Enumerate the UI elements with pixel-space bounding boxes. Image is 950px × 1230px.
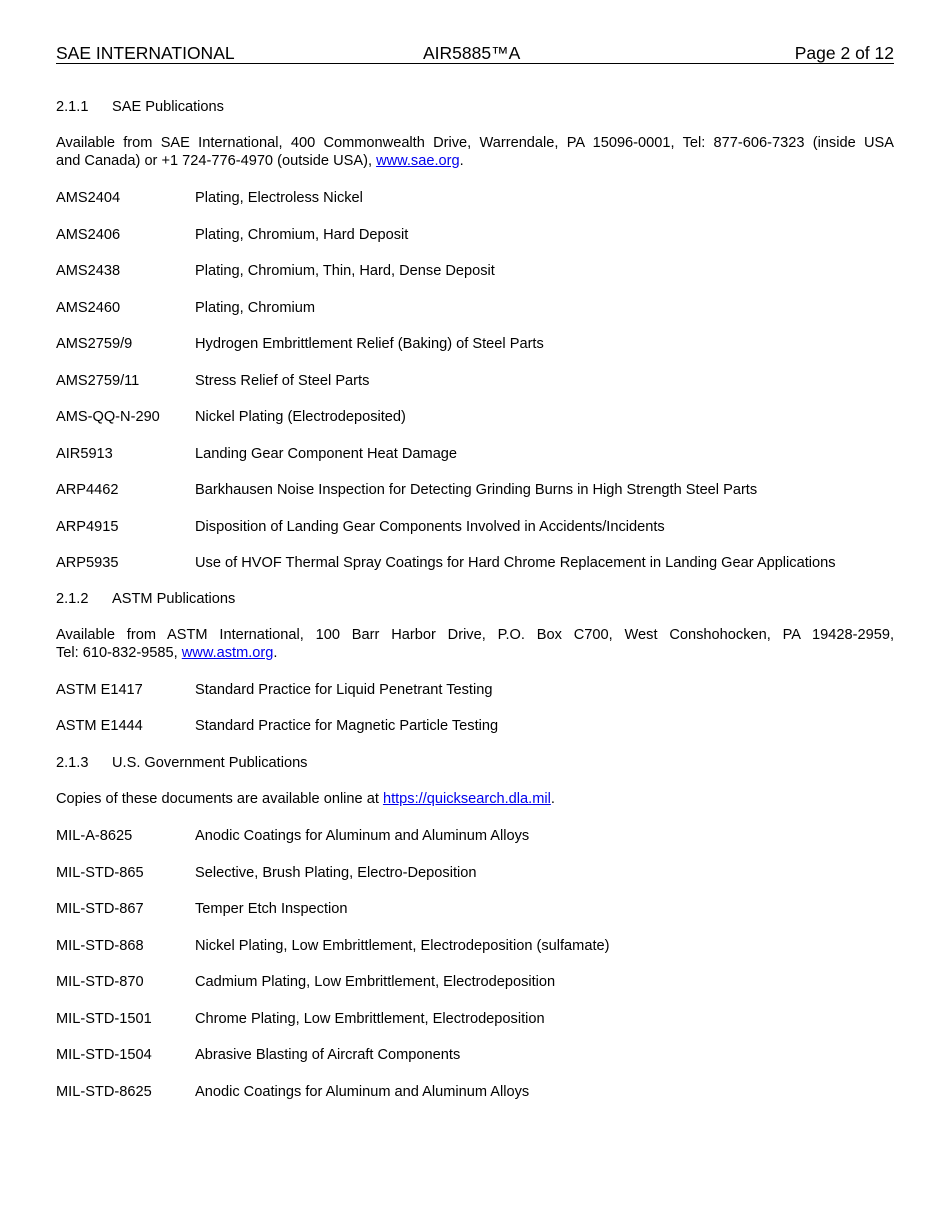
reference-code: AMS2406 xyxy=(56,226,121,243)
reference-code: AMS-QQ-N-290 xyxy=(56,409,160,425)
reference-title: Hydrogen Embrittlement Relief (Baking) of Steel Parts xyxy=(195,336,544,352)
reference-title: Standard Practice for Magnetic Particle Testing xyxy=(195,718,499,734)
astm-website-link[interactable]: www.astm.org xyxy=(181,645,274,661)
reference-code: AMS2759/9 xyxy=(56,336,133,352)
reference-code: MIL-STD-867 xyxy=(56,901,144,917)
reference-title: Cadmium Plating, Low Embrittlement, Electrodeposition xyxy=(195,974,556,990)
reference-code: ASTM E1417 xyxy=(56,682,143,698)
availability-line: Available from SAE International, 400 Commonwealth Drive, Warrendale, PA 15096-0001, Tel: 877-606-7323 (inside USA xyxy=(56,135,894,151)
reference-code: AMS2759/11 xyxy=(56,372,140,389)
availability-line: Tel: 610-832-9585, www.astm.org. xyxy=(56,645,278,661)
reference-title: Abrasive Blasting of Aircraft Components xyxy=(195,1047,461,1063)
reference-title: Plating, Electroless Nickel xyxy=(195,190,363,206)
reference-title: Chrome Plating, Low Embrittlement, Electrodeposition xyxy=(195,1010,545,1027)
reference-title: Plating, Chromium xyxy=(195,299,316,316)
reference-code: ARP4915 xyxy=(56,518,119,535)
sae-website-link[interactable]: www.sae.org xyxy=(376,153,460,169)
reference-title: Standard Practice for Liquid Penetrant Testing xyxy=(195,682,493,698)
section-number: 2.1.2 xyxy=(56,591,89,607)
reference-title: Disposition of Landing Gear Components Involved in Accidents/Incidents xyxy=(195,518,665,535)
reference-title: Anodic Coatings for Aluminum and Aluminum Alloys xyxy=(195,828,530,844)
reference-code: MIL-STD-870 xyxy=(56,974,144,990)
section-title: SAE Publications xyxy=(112,99,224,115)
availability-line: Available from ASTM International, 100 Barr Harbor Drive, P.O. Box C700, West Conshohocken, PA 19428-2959, xyxy=(56,627,894,643)
reference-code: AIR5913 xyxy=(56,445,113,462)
reference-title: Use of HVOF Thermal Spray Coatings for Hard Chrome Replacement in Landing Gear Applications xyxy=(195,555,836,571)
header-doc-number: AIR5885™A xyxy=(423,43,521,63)
section-heading-sae xyxy=(56,98,224,116)
section-number: 2.1.3 xyxy=(56,755,89,771)
reference-code: ARP5935 xyxy=(56,555,119,571)
quicksearch-link[interactable]: https://quicksearch.dla.mil xyxy=(382,791,551,807)
reference-code: ASTM E1444 xyxy=(56,718,143,734)
reference-title: Nickel Plating, Low Embrittlement, Electrodeposition (sulfamate) xyxy=(195,937,610,954)
reference-code: MIL-STD-8625 xyxy=(56,1083,152,1100)
reference-title: Temper Etch Inspection xyxy=(195,901,348,917)
reference-title: Nickel Plating (Electrodeposited) xyxy=(195,409,406,425)
reference-code: MIL-STD-868 xyxy=(56,937,144,954)
reference-code: AMS2404 xyxy=(56,190,121,206)
section-number: 2.1.1 xyxy=(56,99,89,115)
header-org: SAE INTERNATIONAL xyxy=(56,43,235,63)
reference-title: Plating, Chromium, Hard Deposit xyxy=(195,226,409,243)
reference-code: MIL-STD-1504 xyxy=(56,1047,152,1063)
reference-code: AMS2438 xyxy=(56,263,121,279)
reference-title: Stress Relief of Steel Parts xyxy=(195,372,370,389)
availability-paragraph-astm xyxy=(56,626,894,662)
reference-code: MIL-STD-1501 xyxy=(56,1010,152,1027)
section-title: U.S. Government Publications xyxy=(112,755,308,771)
reference-title: Plating, Chromium, Thin, Hard, Dense Deposit xyxy=(195,263,495,279)
reference-code: ARP4462 xyxy=(56,482,119,498)
section-title: ASTM Publications xyxy=(112,591,236,607)
availability-paragraph-gov: Copies of these documents are available online at https://quicksearch.dla.mil. xyxy=(56,791,555,807)
reference-code: MIL-A-8625 xyxy=(56,828,133,844)
reference-code: MIL-STD-865 xyxy=(56,864,144,881)
availability-paragraph-sae xyxy=(56,134,894,170)
reference-title: Landing Gear Component Heat Damage xyxy=(195,445,458,462)
reference-title: Anodic Coatings for Aluminum and Aluminum Alloys xyxy=(195,1083,530,1100)
reference-code: AMS2460 xyxy=(56,299,121,316)
availability-line: and Canada) or +1 724-776-4970 (outside USA), www.sae.org. xyxy=(56,153,464,169)
section-heading-astm xyxy=(56,590,235,608)
reference-title: Barkhausen Noise Inspection for Detecting Grinding Burns in High Strength Steel Parts xyxy=(195,482,758,498)
page-header xyxy=(56,43,894,64)
header-page-number: Page 2 of 12 xyxy=(794,43,894,63)
reference-title: Selective, Brush Plating, Electro-Deposition xyxy=(195,864,477,881)
section-heading-gov xyxy=(56,754,307,772)
